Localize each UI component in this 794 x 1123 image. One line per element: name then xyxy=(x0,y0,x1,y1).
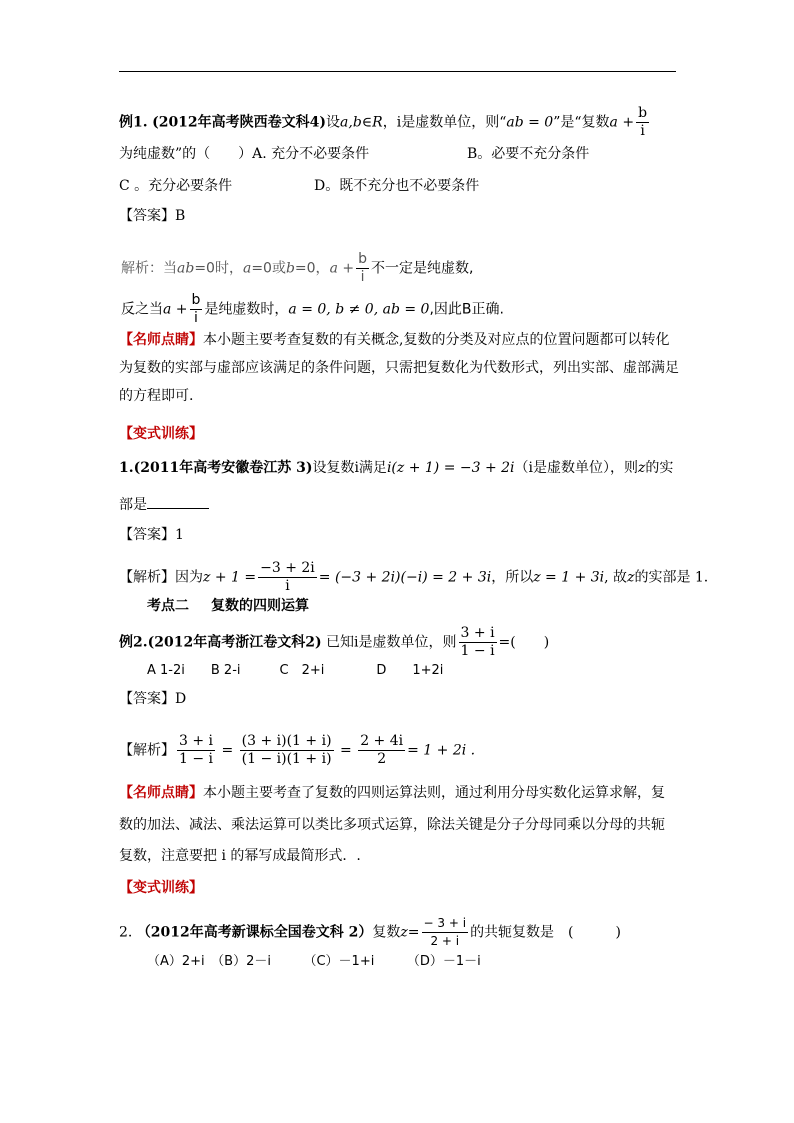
ex1-fraction xyxy=(636,105,649,140)
sol-var: b xyxy=(285,260,295,277)
ex1-text: ”是“复数 xyxy=(553,114,610,131)
fraction-denominator: 2 xyxy=(377,751,387,767)
ex1-text: 设 xyxy=(326,114,341,131)
train1-equation: i(z + 1) = −3 + 2i xyxy=(386,460,515,476)
sol-expr: z = 1 + 3i xyxy=(533,569,605,586)
sol-text: 解析：当 xyxy=(121,260,177,277)
ex1-tip-line3: 的方程即可. xyxy=(119,388,194,404)
tip-text: 本小题主要考查复数的有关概念,复数的分类及对应点的位置问题都可以转化 xyxy=(203,332,670,348)
text: 的共轭复数是 ( ) xyxy=(470,924,621,941)
train2-heading: 【变式训练】 xyxy=(119,880,203,896)
fraction-numerator: b xyxy=(191,292,201,308)
train1-solution xyxy=(119,560,708,595)
fraction-numerator: 3 + i xyxy=(460,625,495,641)
sol-expr: a + xyxy=(329,260,355,277)
ex1-solution-line2 xyxy=(121,292,504,327)
ex2-tip-line1 xyxy=(119,783,665,803)
text: 的实部是 1. xyxy=(634,569,709,586)
train2-fraction xyxy=(422,915,469,950)
sol-fraction xyxy=(177,733,215,768)
ex1-solution-line1 xyxy=(121,251,473,286)
section-label: 考点二 xyxy=(147,598,189,614)
ex1-option-d: D。既不充分也不必要条件 xyxy=(314,178,480,194)
ex1-source: (2012年高考陕西卷文科4) xyxy=(152,114,327,131)
sol-fraction xyxy=(190,292,203,327)
sol-fraction xyxy=(258,560,317,595)
fraction-denominator: 1 − i xyxy=(460,643,495,659)
fraction-denominator: 2 + i xyxy=(430,934,460,948)
var: z xyxy=(627,569,635,586)
fraction-numerator: (3 + i)(1 + i) xyxy=(241,733,332,749)
sol-label: 【解析】 xyxy=(119,742,175,759)
tip-label: 【名师点睛】 xyxy=(119,785,203,801)
sol-expr: = (−3 + 2i)(−i) = 2 + 3i xyxy=(318,569,492,586)
text: 复数 xyxy=(372,924,401,941)
train2-label: 2. xyxy=(119,924,133,941)
text: =( ) xyxy=(498,634,550,651)
ex1-option-a: 为纯虚数”的（ ）A. 充分不必要条件 xyxy=(119,146,370,162)
sol-result: = 1 + 2i . xyxy=(407,742,476,759)
answer-blank xyxy=(147,494,209,509)
fraction-denominator: i xyxy=(360,269,365,285)
tip-label: 【名师点睛】 xyxy=(119,332,203,348)
fraction-denominator: (1 − i)(1 + i) xyxy=(241,751,332,767)
sol-text: =0时， xyxy=(194,260,243,277)
fraction-numerator: −3 + 2i xyxy=(260,560,315,576)
text: 部是 xyxy=(119,497,147,513)
sol-text: ,因此B正确. xyxy=(429,301,504,318)
ex2-question xyxy=(119,625,549,660)
sol-expr: a = 0, b ≠ 0, ab = 0 xyxy=(288,301,430,318)
text: ，所以 xyxy=(491,569,534,586)
fraction-numerator: b xyxy=(638,105,648,121)
ex1-expr: a + xyxy=(609,114,635,131)
sol-expr: a + xyxy=(163,301,188,318)
ex1-label: 例1. xyxy=(119,114,148,131)
tip-text: 本小题主要考查了复数的四则运算法则，通过利用分母实数化运算求解，复 xyxy=(203,785,665,801)
sol-text: 是纯虚数时， xyxy=(204,301,289,318)
ex1-option-b: B。必要不充分条件 xyxy=(467,146,590,162)
ex1-condition: ab = 0 xyxy=(506,114,554,131)
sol-fraction xyxy=(240,733,334,768)
fraction-numerator: − 3 + i xyxy=(422,915,469,933)
sol-text: 反之当 xyxy=(121,301,163,318)
fraction-numerator: b xyxy=(358,251,367,267)
ex2-source: (2012年高考浙江卷文科2) xyxy=(147,634,322,651)
ex1-text: ，i是虚数单位，则“ xyxy=(382,114,507,131)
train1-answer: 【答案】1 xyxy=(119,527,184,543)
ex2-solution: 【解析】 $\frac{3 + i}{1 - i}$ = $\frac{(3 + i)(1 + i)}{(1 - i)(1 + i)}$ = $\frac{2 + 4i}{2}$ = 1 + 2i . xyxy=(119,733,476,767)
sol-var: a xyxy=(242,260,252,277)
train1-source: (2011年高考安徽卷江苏 3) xyxy=(133,460,313,476)
sol-fraction xyxy=(356,251,369,286)
ex2-answer: 【答案】D xyxy=(119,691,187,707)
var: z xyxy=(400,924,408,941)
train2-question xyxy=(119,915,621,950)
ex1-question-line1 xyxy=(119,105,651,140)
sol-fraction xyxy=(358,733,405,768)
fraction-denominator: 1 − i xyxy=(179,751,214,767)
sol-expr: z + 1 = xyxy=(203,569,257,586)
section-title: 复数的四则运算 xyxy=(211,598,309,614)
train2-source: （2012年高考新课标全国卷文科 2） xyxy=(136,924,373,941)
text: , 故 xyxy=(604,569,628,586)
text: 的实 xyxy=(645,460,674,476)
train1-question-line2 xyxy=(119,494,209,515)
ex1-condition-set: a,b∈R xyxy=(340,114,383,131)
ex1-tip-line1 xyxy=(119,330,669,350)
fraction-numerator: 3 + i xyxy=(179,733,214,749)
text: （i是虚数单位），则 xyxy=(514,460,639,476)
ex2-fraction xyxy=(459,625,497,660)
text: 已知i是虚数单位，则 xyxy=(326,634,457,651)
text: 设复数i满足 xyxy=(312,460,387,476)
text: = xyxy=(407,924,420,941)
ex1-question-line2 xyxy=(119,144,369,164)
sol-text: 不一定是纯虚数, xyxy=(370,260,474,277)
fraction-numerator: 2 + 4i xyxy=(360,733,404,749)
train1-question-line1 xyxy=(119,458,673,478)
fraction-denominator: i xyxy=(640,123,645,139)
fraction-denominator: i xyxy=(285,578,290,594)
var: z xyxy=(638,460,646,476)
sol-text: =0， xyxy=(294,260,330,277)
train2-options: （A）2+i （B）2－i （C）－1+i （D）－1－i xyxy=(147,954,481,969)
sol-var: ab xyxy=(177,260,195,277)
ex2-tip-line2: 数的加法、减法、乘法运算可以类比多项式运算，除法关键是分子分母同乘以分母的共轭 xyxy=(119,817,665,833)
ex2-tip-line3: 复数，注意要把 i 的幂写成最简形式．. xyxy=(119,848,361,864)
ex1-tip-line2: 为复数的实部与虚部应该满足的条件问题，只需把复数化为代数形式，列出实部、虚部满足 xyxy=(119,360,679,376)
sol-text: =0或 xyxy=(251,260,286,277)
fraction-denominator: i xyxy=(194,310,198,326)
header-rule xyxy=(119,71,676,72)
train1-heading: 【变式训练】 xyxy=(119,426,203,442)
train1-label: 1. xyxy=(119,460,134,476)
sol-label: 【解析】因为 xyxy=(119,569,203,586)
ex1-option-c: C 。充分必要条件 xyxy=(119,178,233,194)
ex1-answer: 【答案】B xyxy=(119,208,186,224)
ex2-label: 例2. xyxy=(119,634,148,651)
ex2-options: A 1-2i B 2-i C 2+i D 1+2i xyxy=(147,663,444,678)
